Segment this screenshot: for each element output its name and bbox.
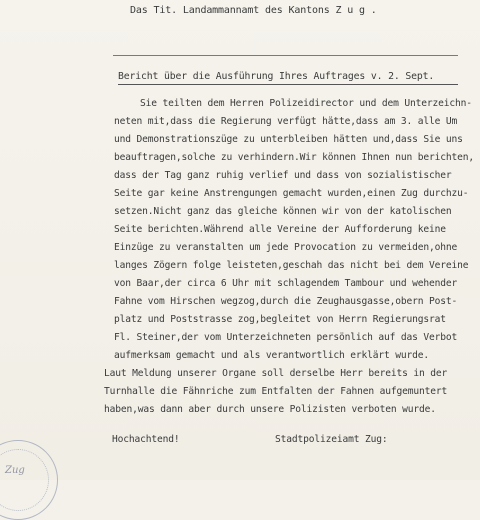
body-line: setzen.Nicht ganz das gleiche können wir von der katolischen [114,206,452,217]
body-line: Turnhalle die Fähnriche zum Entfalten der Fahnen aufgemuntert [104,386,448,397]
addressee-line: Das Tit. Landammannamt des Kantons Z u g . [130,5,377,16]
body-line: dass der Tag ganz ruhig verlief und dass von sozialistischer [114,170,452,181]
body-line: von Baar,der circa 6 Uhr mit schlagendem Tambour und wehender [114,278,458,289]
body-line: Seite berichten.Während alle Vereine der Aufforderung keine [114,224,446,235]
body-line: Fl. Steiner,der vom Unterzeichneten persönlich auf das Verbot [114,332,458,343]
subject-line: Bericht über die Ausführung Ihres Auftrages v. 2. Sept. [118,71,435,82]
body-line: neten mit,dass die Regierung verfügt hätte,dass am 3. alle Um [114,116,458,127]
body-line: haben,was dann aber durch unsere Polizisten verboten wurde. [104,404,436,415]
body-line: platz und Poststrasse zog,begleitet von Herrn Regierungsrat [114,314,446,325]
body-line: langes Zögern folge leisteten,geschah das nicht bei dem Vereine [114,260,469,271]
body-line: Fahne vom Hirschen wegzog,durch die Zeughausgasse,obern Post- [114,296,458,307]
subject-underline [118,84,458,85]
header-divider [113,55,458,56]
closing-sender: Stadtpolizeiamt Zug: [275,434,388,445]
closing-greeting: Hochachtend! [112,434,180,445]
body-line: aufmerksam gemacht und als verantwortlich erklärt wurde. [114,350,430,361]
body-line: Seite gar keine Anstrengungen gemacht wurden,einen Zug durchzu- [114,188,469,199]
body-line: Laut Meldung unserer Organe soll derselbe Herr bereits in der [104,368,448,379]
stamp-inner-ring [0,449,49,511]
body-line: Einzüge zu veranstalten um jede Provocation zu vermeiden,ohne [114,242,458,253]
body-line: beauftragen,solche zu verhindern.Wir können Ihnen nun berichten, [114,152,475,163]
stamp-text: Zug [5,465,25,476]
body-line: und Demonstrationszüge zu unterbleiben hätten und,dass Sie uns [114,134,463,145]
office-stamp [0,440,58,520]
body-line: Sie teilten dem Herren Polizeidirector und dem Unterzeichn- [140,98,472,109]
